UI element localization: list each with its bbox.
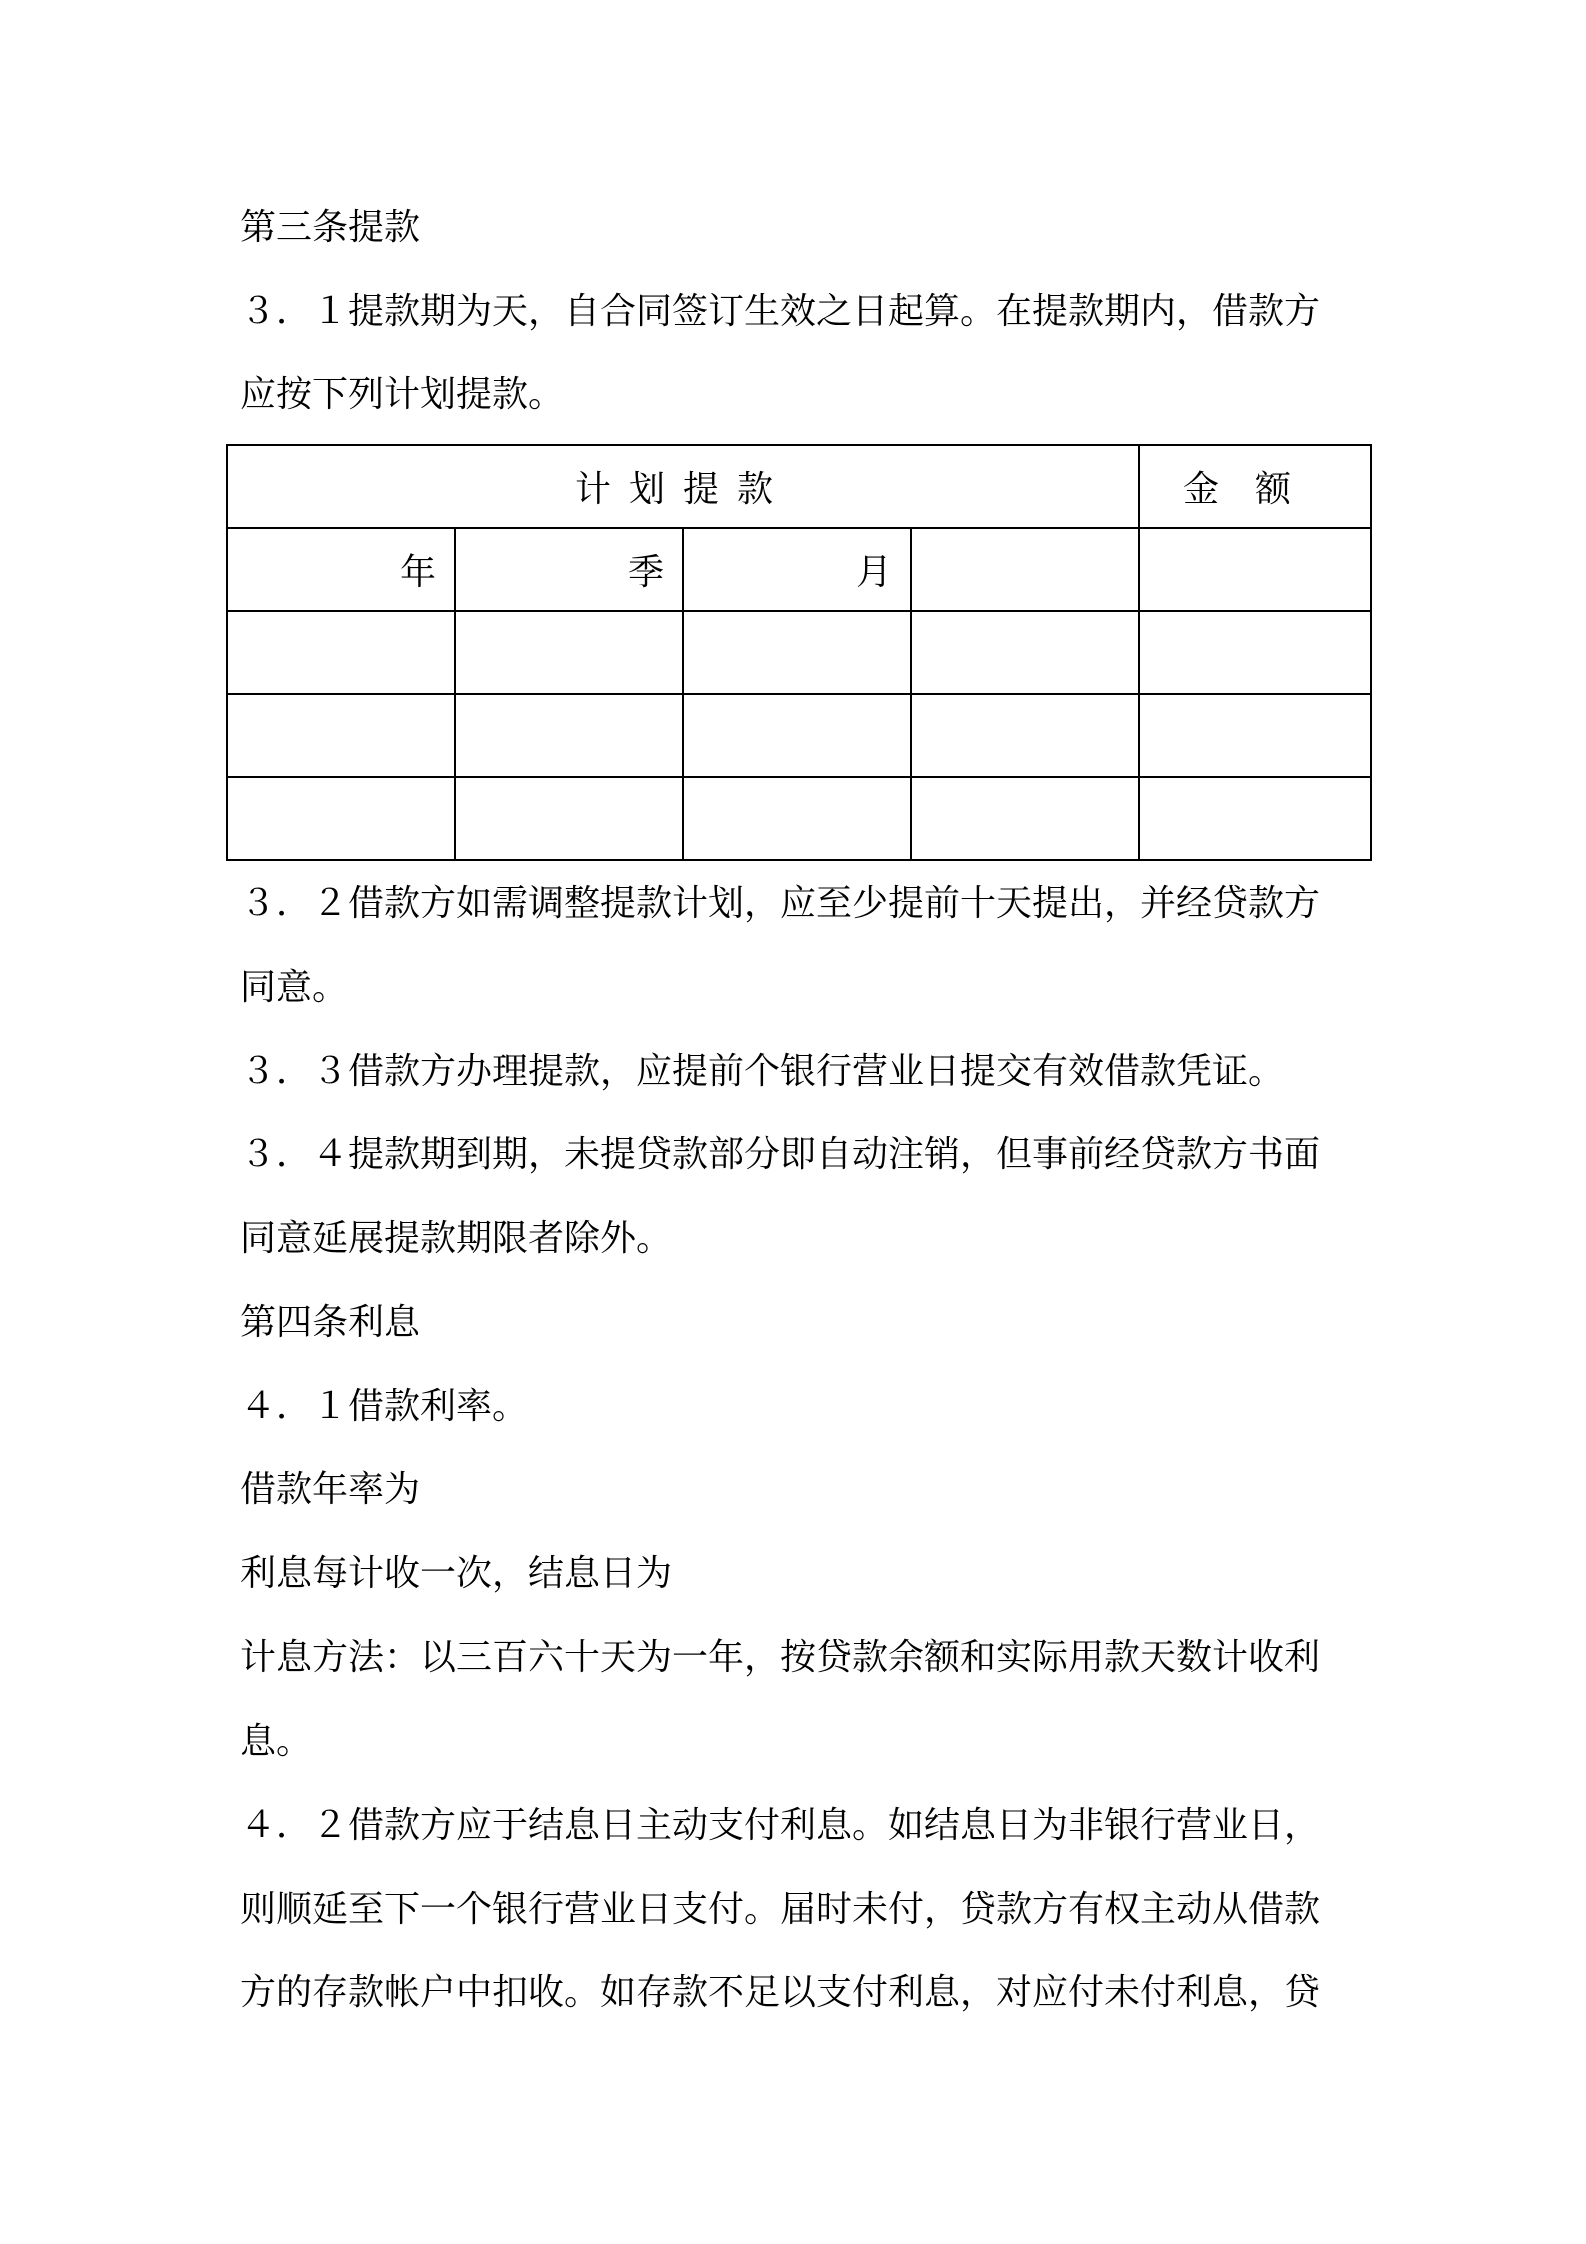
table-cell [227,777,455,860]
table-cell [683,777,911,860]
table-header-row [227,445,1371,528]
clause-3-1-line-1: ３．１提款期为天，自合同签订生效之日起算。在提款期内，借款方 [240,291,1321,332]
article-4-heading: 第四条利息 [240,1302,421,1343]
table-cell [683,694,911,777]
annual-rate-line: 借款年率为 [240,1469,421,1510]
table-cell [1139,777,1371,860]
table-cell [227,694,455,777]
table-row [227,694,1371,777]
subheader-year: 年 [227,528,455,611]
header-planned-withdrawal: 计划提款 [227,445,1139,528]
clause-3-4-line-2: 同意延展提款期限者除外。 [240,1218,673,1259]
table-cell [455,694,683,777]
withdrawal-plan-table [226,444,1372,861]
clause-3-2-line-1: ３．２借款方如需调整提款计划，应至少提前十天提出，并经贷款方 [240,883,1321,924]
clause-4-1: ４．１借款利率。 [240,1386,529,1427]
table-cell [911,777,1139,860]
clause-3-3: ３．３借款方办理提款，应提前个银行营业日提交有效借款凭证。 [240,1051,1285,1092]
clause-4-2-line-1: ４．２借款方应于结息日主动支付利息。如结息日为非银行营业日， [240,1805,1321,1846]
table-cell [911,611,1139,694]
article-3-heading: 第三条提款 [240,207,421,248]
clause-3-4-line-1: ３．４提款期到期，未提贷款部分即自动注销，但事前经贷款方书面 [240,1134,1321,1175]
interest-method-line-2: 息。 [240,1721,313,1762]
table-cell [911,528,1139,611]
table-cell [683,611,911,694]
subheader-month: 月 [683,528,911,611]
header-amount: 金额 [1139,445,1371,528]
clause-3-1-line-2: 应按下列计划提款。 [240,374,565,415]
table-cell [455,777,683,860]
clause-3-2-line-2: 同意。 [240,967,349,1008]
clause-4-2-line-3: 方的存款帐户中扣收。如存款不足以支付利息，对应付未付利息，贷 [240,1972,1321,2013]
table-row [227,611,1371,694]
table-cell [455,611,683,694]
table-cell [1139,611,1371,694]
table-subheader-row [227,528,1371,611]
subheader-season: 季 [455,528,683,611]
clause-4-2-line-2: 则顺延至下一个银行营业日支付。届时未付，贷款方有权主动从借款 [240,1889,1321,1930]
table-cell [1139,694,1371,777]
table-cell [1139,528,1371,611]
interest-settlement-line: 利息每计收一次，结息日为 [240,1553,673,1594]
table-cell [227,611,455,694]
table-cell [911,694,1139,777]
table-row [227,777,1371,860]
interest-method-line-1: 计息方法：以三百六十天为一年，按贷款余额和实际用款天数计收利 [240,1637,1321,1678]
